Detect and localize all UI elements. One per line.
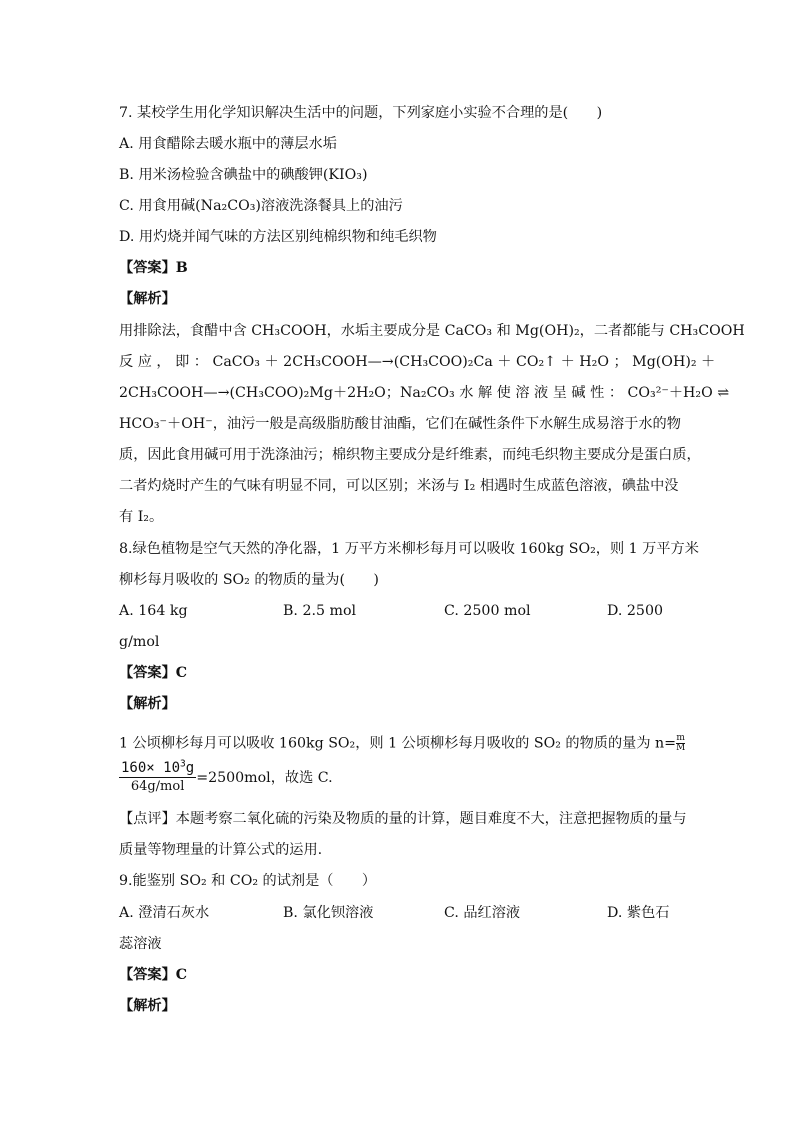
formula-exponent: 3	[180, 758, 186, 770]
q8-analysis-text: 1 公顷柳杉每月可以吸收 160kg SO₂，则 1 公顷柳杉每月吸收的 SO₂ 的物质的量为 n=	[119, 735, 677, 752]
q8-option-a: A. 164 kg	[119, 603, 188, 619]
q7-option-b: B. 用米汤检验含碘盐中的碘酸钾(KIO₃)	[119, 167, 368, 183]
q7-analysis-label: 【解析】	[119, 291, 176, 307]
q8-option-d: D. 2500	[607, 603, 663, 619]
mass-over-molar-mass-fraction	[676, 734, 685, 753]
q9-analysis-label: 【解析】	[119, 998, 176, 1014]
q7-option-d: D. 用灼烧并闻气味的方法区别纯棉织物和纯毛织物	[119, 229, 437, 245]
q7-answer: 【答案】B	[119, 260, 188, 276]
q7-analysis-line: 用排除法，食醋中含 CH₃COOH，水垢主要成分是 CaCO₃ 和 Mg(OH)₂，二者都能与 CH₃COOH	[119, 323, 745, 339]
small-fraction-denominator: M	[676, 743, 686, 753]
q9-answer: 【答案】C	[119, 967, 188, 983]
q8-comment-line: 【点评】本题考察二氧化硫的污染及物质的量的计算，题目难度不大，注意把握物质的量与	[119, 811, 687, 827]
q8-analysis-label: 【解析】	[119, 696, 176, 712]
q7-analysis-line: 有 I₂。	[119, 509, 164, 525]
q7-analysis-line: 反 应 ， 即 ： CaCO₃ ＋ 2CH₃COOH—→(CH₃COO)₂Ca ＋ CO₂↑ ＋ H₂O ； Mg(OH)₂ ＋	[119, 354, 716, 370]
formula-numerator-value: 160× 10	[121, 760, 181, 776]
q8-stem-line: 柳杉每月吸收的 SO₂ 的物质的量为( )	[119, 572, 379, 588]
q7-stem: 7. 某校学生用化学知识解决生活中的问题，下列家庭小实验不合理的是( )	[119, 105, 603, 121]
q8-option-b: B. 2.5 mol	[283, 603, 357, 619]
q9-option-d: D. 紫色石	[607, 905, 670, 921]
q8-analysis-line	[119, 734, 685, 753]
q8-comment-line: 质量等物理量的计算公式的运用.	[119, 842, 323, 858]
q7-analysis-line: HCO₃⁻＋OH⁻，油污一般是高级脂肪酸甘油酯，它们在碱性条件下水解生成易溶于水的物	[119, 416, 681, 432]
q8-formula	[119, 760, 333, 806]
q7-analysis-line: 二者灼烧时产生的气味有明显不同，可以区别；米汤与 I₂ 相遇时生成蓝色溶液，碘盐中没	[119, 478, 679, 494]
q7-analysis-line: 质，因此食用碱可用于洗涤油污；棉织物主要成分是纤维素，而纯毛织物主要成分是蛋白质，	[119, 447, 701, 463]
formula-numerator	[119, 760, 196, 778]
q9-option-c: C. 品红溶液	[444, 905, 521, 921]
q9-option-d-wrap: 蕊溶液	[119, 936, 162, 952]
formula-fraction	[119, 760, 196, 794]
q7-option-c: C. 用食用碱(Na₂CO₃)溶液洗涤餐具上的油污	[119, 198, 403, 214]
q8-option-d-wrap: g/mol	[119, 634, 160, 650]
formula-denominator: 64g/mol	[130, 779, 185, 794]
small-fraction-numerator: m	[676, 733, 685, 743]
q8-stem-line: 8.绿色植物是空气天然的净化器，1 万平方米柳杉每月可以吸收 160kg SO₂，则 1 万平方米	[119, 541, 699, 557]
q9-option-b: B. 氯化钡溶液	[283, 905, 374, 921]
q9-stem: 9.能鉴别 SO₂ 和 CO₂ 的试剂是（ ）	[119, 873, 377, 889]
q8-answer: 【答案】C	[119, 665, 188, 681]
formula-unit: g	[185, 760, 195, 776]
q7-analysis-line: 2CH₃COOH—→(CH₃COO)₂Mg＋2H₂O；Na₂CO₃ 水 解 使 溶 液 呈 碱 性 ： CO₃²⁻＋H₂O ⇌	[119, 385, 730, 401]
q8-option-c: C. 2500 mol	[444, 603, 531, 619]
q9-option-a: A. 澄清石灰水	[119, 905, 210, 921]
q7-option-a: A. 用食醋除去暖水瓶中的薄层水垢	[119, 136, 337, 152]
formula-result: =2500mol，故选 C.	[196, 770, 333, 786]
